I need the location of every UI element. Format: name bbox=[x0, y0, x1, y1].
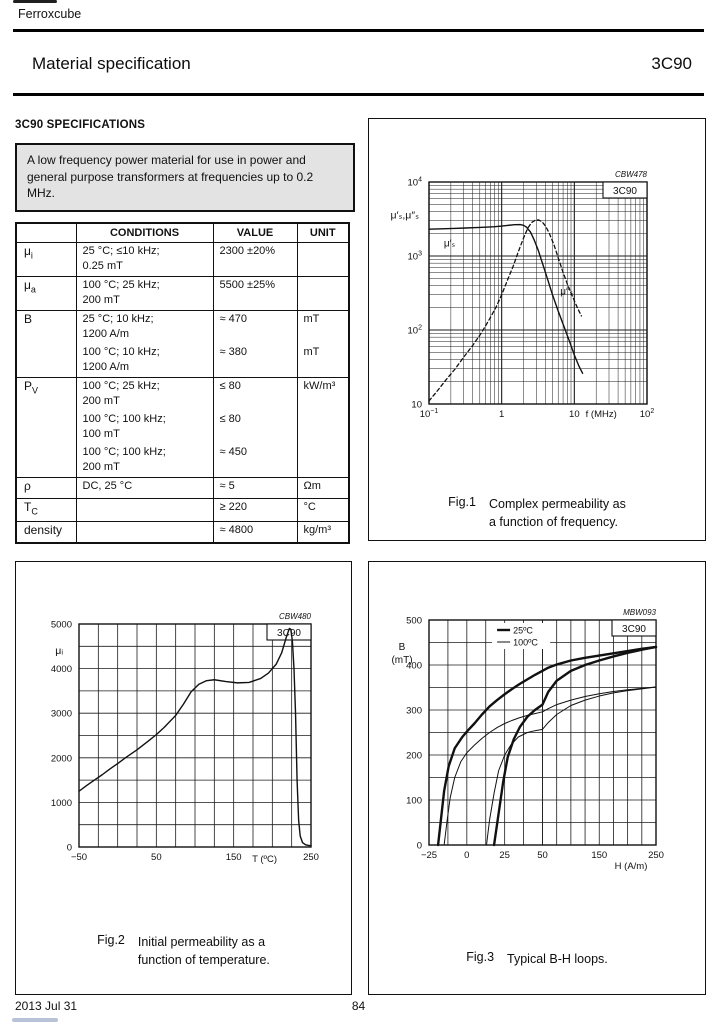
material-description-box: A low frequency power material for use in power and general purpose transformers at frequencies up to 0.2 MHz. bbox=[15, 143, 355, 212]
cell-value: ≈ 5 bbox=[213, 478, 297, 499]
svg-text:0: 0 bbox=[66, 842, 72, 854]
cell-conditions: 100 °C; 25 kHz; 200 mT bbox=[76, 378, 213, 412]
cell-symbol: $\mu_a$ bbox=[16, 277, 76, 311]
fig2-panel bbox=[15, 561, 352, 995]
cell-symbol: $\mu_i$ bbox=[16, 243, 76, 277]
fig3-panel bbox=[368, 561, 706, 995]
fig1-svg bbox=[369, 119, 704, 539]
cell-unit: kW/m³ bbox=[297, 378, 349, 412]
fig2-caption-line1: Initial permeability as a bbox=[137, 935, 266, 949]
cell-value: ≈ 470 bbox=[213, 311, 297, 345]
svg-text:104: $10^4$ bbox=[407, 176, 422, 189]
cell-conditions: 25 °C; ≤10 kHz; 0.25 mT bbox=[76, 243, 213, 277]
cell-conditions: DC, 25 °C bbox=[76, 478, 213, 499]
cell-symbol: $T_C$ bbox=[16, 499, 76, 522]
svg-text:25: 25 bbox=[499, 850, 510, 861]
svg-text:103: $10^3$ bbox=[407, 250, 422, 263]
cell-conditions: 100 °C; 100 kHz; 200 mT bbox=[76, 444, 213, 478]
table-row bbox=[16, 243, 349, 277]
svg-text:50: 50 bbox=[151, 852, 162, 863]
table-row bbox=[16, 499, 349, 522]
column-header-symbol bbox=[16, 223, 76, 243]
fig2-svg bbox=[16, 562, 350, 993]
cell-value: ≈ 450 bbox=[213, 444, 297, 478]
fig2-caption-label: Fig.2 bbox=[97, 933, 125, 947]
svg-text:150: 150 bbox=[591, 850, 608, 861]
header-brand: Ferroxcube bbox=[18, 7, 82, 21]
cell-value: ≤ 80 bbox=[213, 378, 297, 412]
fig3-watermark: MBW093 bbox=[623, 608, 656, 617]
svg-text:400: 400 bbox=[406, 660, 422, 672]
svg-text:25ºC: 25ºC bbox=[513, 625, 533, 636]
table-row bbox=[16, 378, 349, 412]
cell-unit: mT bbox=[303, 346, 320, 359]
material-grade: 3C90 bbox=[651, 54, 692, 73]
fig3-caption-line1: Typical B-H loops. bbox=[507, 952, 608, 966]
svg-text:3C90: 3C90 bbox=[622, 624, 646, 635]
cell-value: ≤ 80 bbox=[213, 411, 297, 444]
cell-symbol: ρ bbox=[16, 478, 76, 499]
section-heading: 3C90 SPECIFICATIONS bbox=[15, 119, 146, 131]
cell-conditions bbox=[76, 499, 213, 522]
fig1-watermark: CBW478 bbox=[614, 170, 647, 179]
svg-text:150: 150 bbox=[225, 852, 242, 863]
header-rule-top bbox=[13, 29, 704, 32]
fig1-panel bbox=[368, 118, 706, 541]
header-rule-bottom bbox=[13, 93, 704, 96]
cell-unit bbox=[297, 411, 349, 444]
svg-text:−25: −25 bbox=[420, 850, 438, 861]
svg-text:H (A/m): H (A/m) bbox=[614, 861, 648, 872]
table-row bbox=[16, 311, 349, 345]
cell-value: 5500 ±25% bbox=[213, 277, 297, 311]
fig1-caption-line2: a function of frequency. bbox=[488, 515, 618, 530]
cell-conditions bbox=[76, 522, 213, 543]
cell-value: ≈ 4800 bbox=[213, 522, 297, 543]
fig3-svg bbox=[369, 562, 704, 993]
fig3-caption-label: Fig.3 bbox=[466, 950, 495, 964]
svg-text:1000: 1000 bbox=[50, 797, 72, 809]
series-25C-descending bbox=[494, 647, 656, 845]
svg-text:250: 250 bbox=[648, 850, 664, 861]
cell-symbol: $P_V$ bbox=[16, 378, 76, 478]
cell-symbol: B bbox=[16, 311, 76, 378]
svg-text:10: 10 bbox=[569, 409, 580, 420]
table-row bbox=[16, 277, 349, 311]
fig2-caption-line2: function of temperature. bbox=[137, 953, 270, 968]
svg-text:500: 500 bbox=[406, 615, 422, 627]
footer-date: 2013 Jul 31 bbox=[15, 999, 78, 1013]
cell-unit bbox=[297, 277, 349, 311]
svg-text:−50: −50 bbox=[70, 852, 88, 863]
fig1-caption-label: Fig.1 bbox=[448, 495, 476, 509]
series-100C-ascending bbox=[444, 687, 656, 845]
svg-text:100: 100 bbox=[406, 795, 422, 807]
svg-text:1: 1 bbox=[499, 409, 505, 420]
cell-value: ≈ 380 bbox=[213, 344, 297, 378]
cell-conditions: 100 °C; 100 kHz; 100 mT bbox=[76, 411, 213, 444]
fig3-caption bbox=[369, 950, 705, 968]
svg-text:102: $10^2$ bbox=[639, 408, 655, 420]
svg-text:200: 200 bbox=[406, 750, 422, 762]
svg-text:100ºC: 100ºC bbox=[513, 637, 538, 648]
cell-unit bbox=[297, 444, 349, 478]
table-row bbox=[16, 478, 349, 499]
page-title: Material specification bbox=[32, 54, 191, 73]
svg-text:μ′ₛ,μ″ₛ: μ′ₛ,μ″ₛ bbox=[390, 209, 419, 222]
svg-text:T (ºC): T (ºC) bbox=[252, 854, 278, 865]
svg-text:B: B bbox=[398, 642, 406, 653]
fig2-caption bbox=[16, 933, 351, 969]
cell-unit: °C bbox=[297, 499, 349, 522]
series-25C-ascending bbox=[438, 647, 656, 845]
cell-value: ≥ 220 bbox=[213, 499, 297, 522]
svg-text:250: 250 bbox=[303, 852, 319, 863]
svg-text:102: $10^2$ bbox=[407, 324, 422, 337]
bottom-edge-artifact bbox=[12, 1018, 58, 1022]
table-row bbox=[16, 522, 349, 543]
svg-text:10: 10 bbox=[411, 399, 422, 411]
column-header-value: VALUE bbox=[213, 223, 297, 243]
cell-unit: mT bbox=[297, 311, 349, 345]
column-header-conditions: CONDITIONS bbox=[76, 223, 213, 243]
cell-value: 2300 ±20% bbox=[213, 243, 297, 277]
cell-symbol: density bbox=[16, 522, 76, 543]
fig2-watermark: CBW480 bbox=[278, 612, 311, 621]
svg-text:0: 0 bbox=[464, 850, 470, 861]
svg-text:μᵢ: μᵢ bbox=[55, 644, 63, 657]
cell-unit bbox=[297, 243, 349, 277]
cell-conditions: 100 °C; 10 kHz; 1200 A/m bbox=[76, 344, 213, 378]
svg-text:f (MHz): f (MHz) bbox=[585, 409, 617, 420]
cell-unit: kg/m³ bbox=[297, 522, 349, 543]
svg-text:μ′ₛ: μ′ₛ bbox=[443, 238, 456, 250]
fig1-caption-line1: Complex permeability as bbox=[488, 497, 626, 511]
svg-text:μ″ₛ: μ″ₛ bbox=[560, 286, 574, 298]
cell-conditions: 25 °C; 10 kHz; 1200 A/m bbox=[76, 311, 213, 345]
table-header-row bbox=[16, 223, 349, 243]
top-edge-artifact bbox=[13, 0, 57, 3]
svg-text:5000: 5000 bbox=[50, 619, 72, 631]
spec-table-body bbox=[16, 243, 349, 544]
svg-text:3000: 3000 bbox=[50, 708, 72, 720]
column-header-unit: UNIT bbox=[297, 223, 349, 243]
fig1-caption bbox=[369, 495, 705, 531]
svg-text:0: 0 bbox=[416, 840, 422, 852]
cell-conditions: 100 °C; 25 kHz; 200 mT bbox=[76, 277, 213, 311]
title-row bbox=[32, 54, 692, 74]
svg-text:10−1: $10^{-1}$ bbox=[419, 408, 439, 420]
svg-text:3C90: 3C90 bbox=[613, 186, 637, 197]
svg-text:300: 300 bbox=[406, 705, 422, 717]
svg-text:3C90: 3C90 bbox=[277, 628, 301, 639]
spec-table bbox=[15, 222, 350, 544]
svg-text:(mT): (mT) bbox=[391, 655, 413, 666]
cell-unit: Ωm bbox=[297, 478, 349, 499]
svg-text:50: 50 bbox=[537, 850, 548, 861]
svg-text:4000: 4000 bbox=[50, 664, 72, 676]
page-number: 84 bbox=[351, 999, 366, 1013]
svg-text:2000: 2000 bbox=[50, 753, 72, 765]
